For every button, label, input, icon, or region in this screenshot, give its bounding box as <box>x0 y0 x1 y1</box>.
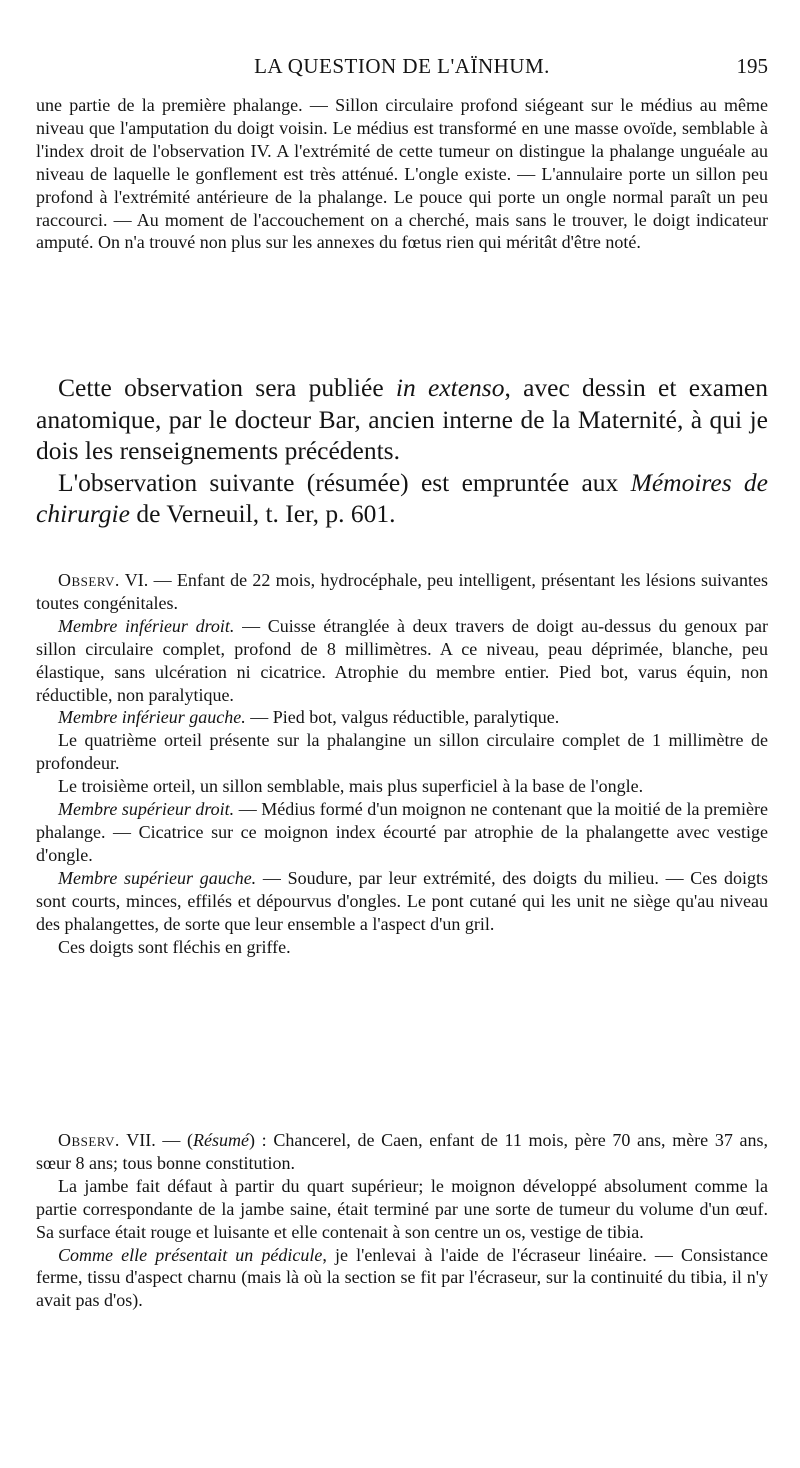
paragraph <box>36 372 768 467</box>
text: L'observation suivante (résumée) est empruntée aux <box>58 467 631 497</box>
observation-vi <box>36 569 768 958</box>
paragraph <box>36 798 768 867</box>
text: , je l'enlevai à l'aide de l'écraseur linéaire. — Consistance ferme, tissu d'aspect charnu (mais là où la section se fit par l'écraseur, sur la continuité du tibia, il n'y avait pas d'os). <box>36 1244 768 1311</box>
observation-vii <box>36 1129 768 1312</box>
main-text <box>36 372 768 530</box>
text: VI. — Enfant de 22 mois, hydrocéphale, peu intelligent, présentant les lésions suivantes toutes congénitales. <box>36 570 768 613</box>
italic-text: Mémoires de chirurgie <box>36 467 768 529</box>
text: ) : Chancerel, de Caen, enfant de 11 mois, père 70 ans, mère 37 ans, sœur 8 ans; tous bonne constitution. <box>36 1130 768 1173</box>
paragraph <box>36 1244 768 1313</box>
page-number: 195 <box>736 54 768 78</box>
paragraph <box>36 706 768 729</box>
paragraph: Le quatrième orteil présente sur la phalangine un sillon circulaire complet de 1 millimètre de profondeur. <box>36 730 768 774</box>
observation-continuation <box>36 94 768 254</box>
text: Cette observation sera publiée <box>58 373 396 402</box>
italic-text: in extenso <box>395 373 505 402</box>
observ-label: Observ. <box>58 570 120 590</box>
text: — Pied bot, valgus réductible, paralytique. <box>245 707 560 728</box>
section-label: Membre inférieur gauche. <box>58 707 246 728</box>
text: — Médius formé d'un moignon ne contenant que la moitié de la première phalange. — Cicatrice sur ce moignon index écourté par atrophie de la phalangette avec vestige d'ongle. <box>36 799 768 865</box>
paragraph <box>36 615 768 707</box>
page-header <box>36 54 768 84</box>
text: — Cuisse étranglée à deux travers de doigt au-dessus du genoux par sillon circulaire complet, profond de 8 millimètres. A ce niveau, peau déprimée, blanche, peu élastique, sans ulcération ni cicatrice. Atrophie du membre entier. Pied bot, varus équin, non réductible, non paralytique. <box>36 615 768 705</box>
section-label: Membre inférieur droit. <box>58 615 235 636</box>
paragraph: Ces doigts sont fléchis en griffe. <box>58 936 291 957</box>
paragraph: La jambe fait défaut à partir du quart supérieur; le moignon développé absolument comme la partie correspondante de la jambe saine, était terminé par une sorte de tumeur du volume d'un œuf. Sa surface était rouge et luisante et elle contenait à son centre un os, vestige de tibia. <box>36 1175 768 1242</box>
italic-text: Comme elle présentait un pédicule <box>58 1244 323 1265</box>
paragraph <box>36 867 768 936</box>
text: de Verneuil, t. Ier, p. 601. <box>129 499 396 529</box>
section-label: Membre supérieur gauche. <box>58 867 257 888</box>
text: , avec dessin et examen anatomique, par le docteur Bar, ancien interne de la Maternité, à qui je dois les renseignements précédents. <box>36 373 768 466</box>
paragraph <box>36 467 768 530</box>
running-title: LA QUESTION DE L'AÏNHUM. <box>254 54 550 78</box>
section-label: Membre supérieur droit. <box>58 799 235 820</box>
paragraph: une partie de la première phalange. — Sillon circulaire profond siégeant sur le médius au même niveau que l'amputation du doigt voisin. Le médius est transformé en une masse ovoïde, semblable à l'index droit de l'observation IV. A l'extrémité de cette tumeur on distingue la phalange unguéale au niveau de laquelle le gonflement est très atténué. L'ongle existe. — L'annulaire porte un sillon peu profond à l'extrémité antérieure de la phalange. Le pouce qui porte un ongle normal paraît un peu raccourci. — Au moment de l'accouchement on a cherché, mais sans le trouver, le doigt indicateur amputé. On n'a trouvé non plus sur les annexes du fœtus rien qui méritât d'être noté. <box>36 95 768 253</box>
paragraph <box>36 1129 768 1175</box>
text: — Soudure, par leur extrémité, des doigts du milieu. — Ces doigts sont courts, minces, effilés et dépourvus d'ongles. Le pont cutané qui les unit ne siège qu'au niveau des phalangettes, de sorte que leur ensemble a l'aspect d'un gril. <box>36 867 769 934</box>
paragraph <box>36 569 768 615</box>
observ-label: Observ. <box>58 1130 120 1150</box>
text: VII. — ( <box>119 1130 194 1150</box>
italic-text: Résumé <box>193 1130 249 1150</box>
paragraph: Le troisième orteil, un sillon semblable, mais plus superficiel à la base de l'ongle. <box>58 776 644 797</box>
